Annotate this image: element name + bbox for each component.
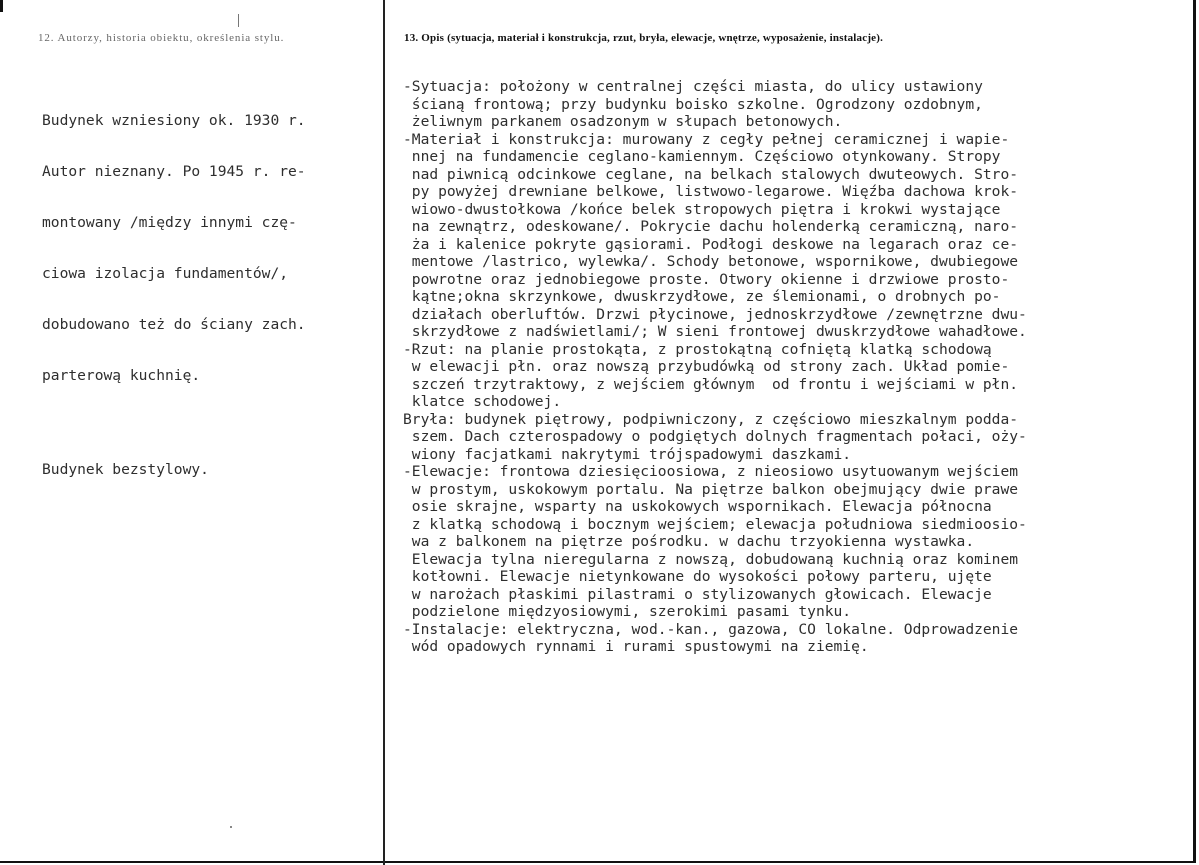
description-line: w prostym, uskokowym portalu. Na piętrze balkon obejmujący dwie prawe bbox=[403, 480, 1019, 498]
description-line: szczeń trzytraktowy, z wejściem głównym od frontu i wejściami w płn. bbox=[403, 375, 1019, 393]
text-line: montowany /między innymi czę- bbox=[42, 214, 297, 231]
description-line: nnej na fundamencie ceglano-kamiennym. Częściowo otynkowany. Stropy bbox=[403, 148, 1001, 165]
description-line: szem. Dach czterospadowy o podgiętych dolnych fragmentach połaci, oży- bbox=[403, 428, 1027, 445]
description-line: ża i kalenice pokryte gąsiorami. Podłogi deskowe na legarach oraz ce- bbox=[403, 235, 1019, 253]
description-line: kotłowni. Elewacje nietynkowane do wysokości połowy parteru, ujęte bbox=[403, 568, 992, 585]
corner-mark bbox=[0, 0, 3, 12]
text-line: Budynek wzniesiony ok. 1930 r. bbox=[42, 112, 306, 129]
header-authors-history: 12. Autorzy, historia obiektu, określenia stylu. bbox=[38, 32, 285, 44]
text-line: Autor nieznany. Po 1945 r. re- bbox=[42, 163, 306, 180]
description-line: wód opadowych rynnami i rurami spustowymi na ziemię. bbox=[403, 638, 869, 655]
description-line: py powyżej drewniane belkowe, listwowo-legarowe. Więźba dachowa krok- bbox=[403, 183, 1019, 200]
description-line: żeliwnym parkanem osadzonym w słupach betonowych. bbox=[403, 113, 843, 130]
description-line: -Instalacje: elektryczna, wod.-kan., gazowa, CO lokalne. Odprowadzenie bbox=[403, 620, 1019, 638]
description-line: -Materiał i konstrukcja: murowany z cegły pełnej ceramicznej i wapie- bbox=[403, 130, 1010, 148]
description-line: działach oberluftów. Drzwi płycinowe, jednoskrzydłowe /zewnętrzne dwu- bbox=[403, 305, 1027, 323]
description-line: Elewacja tylna nieregularna z nowszą, dobudowaną kuchnią oraz kominem bbox=[403, 550, 1019, 568]
column-divider bbox=[383, 0, 385, 865]
description-line: podzielone międzyosiowymi, szerokimi pasami tynku. bbox=[403, 603, 852, 620]
description-line: wa z balkonem na piętrze pośrodku. w dachu trzyokienna wystawka. bbox=[403, 533, 975, 550]
description-line: -Rzut: na planie prostokąta, z prostokątną cofniętą klatką schodową bbox=[403, 340, 992, 358]
description-text bbox=[403, 78, 1027, 656]
description-line: w narożach płaskimi pilastrami o stylizowanych głowicach. Elewacje bbox=[403, 585, 992, 603]
description-line: Bryła: budynek piętrowy, podpiwniczony, z częściowo mieszkalnym podda- bbox=[403, 410, 1019, 428]
header-description-subtitle: (sytuacja, materiał i konstrukcja, rzut, bryła, elewacje, wnętrze, wyposażenie, instalacje). bbox=[447, 32, 884, 44]
header-description-number: 13. Opis bbox=[404, 32, 445, 44]
description-line: wiowo-dwustołkowa /końce belek stropowych piętra i krokwi wystające bbox=[403, 200, 1001, 218]
header-description bbox=[404, 32, 883, 44]
description-line: osie skrajne, wsparty na uskokowych wspornikach. Elewacja północna bbox=[403, 498, 992, 515]
description-line: z klatką schodową i bocznym wejściem; elewacja południowa siedmioosio- bbox=[403, 515, 1027, 533]
text-line: dobudowano też do ściany zach. bbox=[42, 316, 306, 333]
description-line: -Elewacje: frontowa dziesięcioosiowa, z nieosiowo usytuowanym wejściem bbox=[403, 463, 1019, 480]
description-line: klatce schodowej. bbox=[403, 393, 562, 410]
text-line: ciowa izolacja fundamentów/, bbox=[42, 265, 289, 282]
scan-speck bbox=[230, 826, 232, 828]
description-line: ścianą frontową; przy budynku boisko szkolne. Ogrodzony ozdobnym, bbox=[403, 95, 983, 113]
description-line: kątne;okna skrzynkowe, dwuskrzydłowe, ze ślemionami, o drobnych po- bbox=[403, 288, 1001, 305]
description-line: na zewnątrz, odeskowane/. Pokrycie dachu holenderką ceramiczną, naro- bbox=[403, 218, 1019, 235]
header-tick-mark bbox=[238, 14, 239, 27]
description-line: -Sytuacja: położony w centralnej części miasta, do ulicy ustawiony bbox=[403, 78, 983, 95]
description-line: wiony facjatkami nakrytymi trójspadowymi daszkami. bbox=[403, 445, 852, 463]
description-line: skrzydłowe z nadświetlami/; W sieni frontowej dwuskrzydłowe wahadłowe. bbox=[403, 323, 1027, 340]
text-line: parterową kuchnię. bbox=[42, 367, 201, 384]
description-line: w elewacji płn. oraz nowszą przybudówką od strony zach. Układ pomie- bbox=[403, 358, 1010, 375]
description-line: mentowe /lastrico, wylewka/. Schody betonowe, wspornikowe, dwubiegowe bbox=[403, 253, 1019, 270]
description-line: powrotne oraz jednobiegowe proste. Otwory okienne i drzwiowe prosto- bbox=[403, 270, 1010, 288]
style-note: Budynek bezstylowy. bbox=[42, 461, 209, 478]
description-line: nad piwnicą odcinkowe ceglane, na belkach stalowych dwuteowych. Stro- bbox=[403, 165, 1019, 183]
authors-history-text bbox=[42, 78, 306, 495]
